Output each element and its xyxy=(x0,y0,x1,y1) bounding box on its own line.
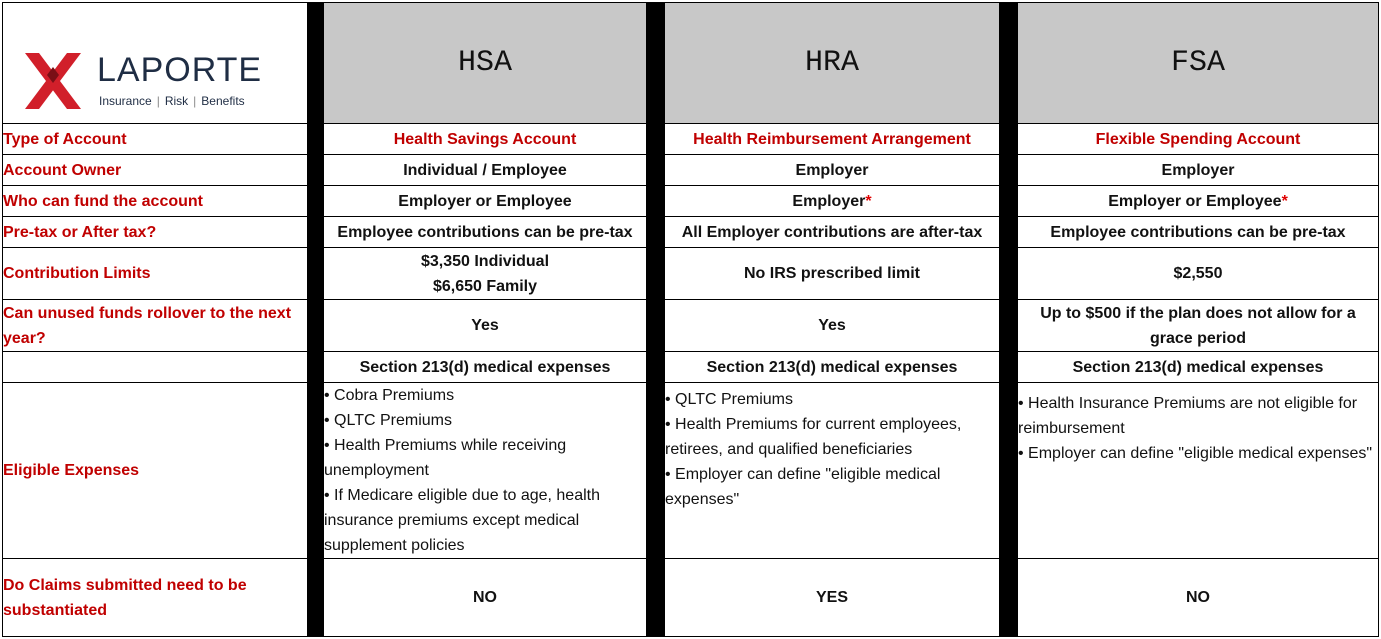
bullet-item: • Health Premiums for current employees, retirees, and qualified beneficiaries xyxy=(665,416,962,458)
cell-hra: Employer xyxy=(665,155,1000,186)
cell-fsa xyxy=(1018,383,1379,559)
cell-hsa: Employee contributions can be pre-tax xyxy=(324,217,647,248)
row-rollover xyxy=(3,300,1379,352)
laporte-logo xyxy=(3,13,303,113)
row-label: Who can fund the account xyxy=(3,186,308,217)
row-claims-substantiated xyxy=(3,559,1379,637)
bullet-item: • QLTC Premiums xyxy=(324,412,452,429)
row-label: Type of Account xyxy=(3,124,308,155)
logo-cell xyxy=(3,3,308,124)
column-separator xyxy=(308,3,324,637)
row-who-can-fund xyxy=(3,186,1379,217)
row-label: Contribution Limits xyxy=(3,248,308,300)
asterisk-mark: * xyxy=(865,192,872,210)
row-label: Account Owner xyxy=(3,155,308,186)
cell-fsa: Section 213(d) medical expenses xyxy=(1018,352,1379,383)
bullet-item: • Employer can define "eligible medical expenses" xyxy=(665,466,941,508)
bullet-item: • Cobra Premiums xyxy=(324,387,455,404)
cell-hsa: NO xyxy=(324,559,647,637)
cell-hra: Health Reimbursement Arrangement xyxy=(665,124,1000,155)
cell-hsa: Health Savings Account xyxy=(324,124,647,155)
cell-hsa xyxy=(324,383,647,559)
bullet-item: • QLTC Premiums xyxy=(665,391,793,408)
cell-hra: All Employer contributions are after-tax xyxy=(665,217,1000,248)
row-type-of-account xyxy=(3,124,1379,155)
asterisk-mark: * xyxy=(1281,192,1288,210)
row-label: Pre-tax or After tax? xyxy=(3,217,308,248)
row-label: Eligible Expenses xyxy=(3,383,308,559)
cell-fsa: Flexible Spending Account xyxy=(1018,124,1379,155)
header-row xyxy=(3,3,1379,124)
bullet-item: • Health Insurance Premiums are not eligible for reimbursement xyxy=(1018,395,1358,437)
cell-hra: No IRS prescribed limit xyxy=(665,248,1000,300)
row-contribution-limits xyxy=(3,248,1379,300)
bullet-item: • Employer can define "eligible medical expenses" xyxy=(1018,445,1373,462)
cell-hra: Section 213(d) medical expenses xyxy=(665,352,1000,383)
cell-hsa: Individual / Employee xyxy=(324,155,647,186)
column-separator xyxy=(1000,3,1018,637)
laporte-x-mark-icon xyxy=(21,49,85,113)
cell-text: Employer xyxy=(792,192,866,210)
row-account-owner xyxy=(3,155,1379,186)
bullet-item: • Health Premiums while receiving unemployment xyxy=(324,437,567,479)
column-separator xyxy=(647,3,665,637)
cell-hsa: Yes xyxy=(324,300,647,352)
cell-hra xyxy=(665,383,1000,559)
row-label: Can unused funds rollover to the next year? xyxy=(3,300,308,352)
cell-fsa xyxy=(1018,186,1379,217)
column-header-hsa: HSA xyxy=(324,3,647,124)
cell-hsa xyxy=(324,248,647,300)
cell-line: $3,350 Individual xyxy=(420,252,550,270)
column-header-hra: HRA xyxy=(665,3,1000,124)
column-header-fsa: FSA xyxy=(1018,3,1379,124)
cell-line: $6,650 Family xyxy=(432,277,538,295)
cell-text: Employer or Employee xyxy=(1108,192,1282,210)
cell-hsa: Employer or Employee xyxy=(324,186,647,217)
cell-hra: YES xyxy=(665,559,1000,637)
row-section-213d xyxy=(3,352,1379,383)
cell-hra xyxy=(665,186,1000,217)
cell-fsa: NO xyxy=(1018,559,1379,637)
bullet-item: • If Medicare eligible due to age, health insurance premiums except medical supplement policies xyxy=(324,487,600,554)
account-comparison-table xyxy=(2,2,1379,637)
row-eligible-expenses xyxy=(3,383,1379,559)
row-label xyxy=(3,352,308,383)
row-label: Do Claims submitted need to be substantiated xyxy=(3,559,308,637)
cell-fsa: Up to $500 if the plan does not allow for a grace period xyxy=(1018,300,1379,352)
cell-fsa: $2,550 xyxy=(1018,248,1379,300)
cell-fsa: Employee contributions can be pre-tax xyxy=(1018,217,1379,248)
logo-brand-text: LAPORTE xyxy=(97,51,263,89)
row-pre-tax xyxy=(3,217,1379,248)
cell-hsa: Section 213(d) medical expenses xyxy=(324,352,647,383)
logo-tagline: Insurance | Risk | Benefits xyxy=(99,94,245,108)
cell-fsa: Employer xyxy=(1018,155,1379,186)
cell-hra: Yes xyxy=(665,300,1000,352)
